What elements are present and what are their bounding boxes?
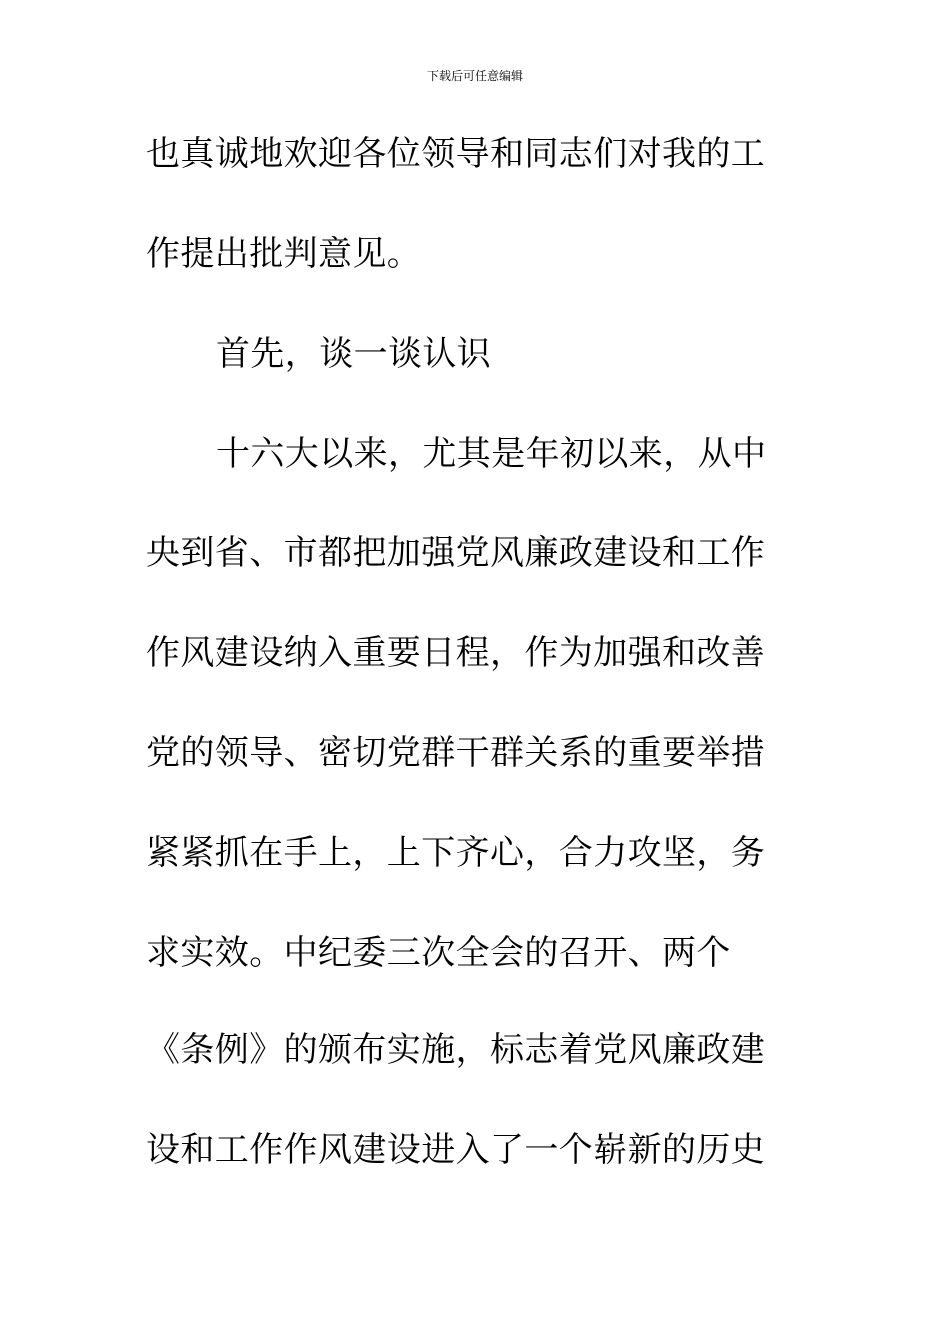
body-line-7: 党的领导、密切党群干群关系的重要举措	[146, 733, 766, 773]
page-header: 下载后可任意编辑	[426, 69, 523, 83]
body-line-6: 作风建设纳入重要日程，作为加强和改善	[146, 633, 766, 673]
body-line-3: 首先，谈一谈认识	[216, 334, 492, 374]
body-line-9: 求实效。中纪委三次全会的召开、两个	[146, 933, 731, 973]
body-line-8: 紧紧抓在手上，上下齐心，合力攻坚，务	[146, 833, 766, 873]
body-line-5: 央到省、市都把加强党风廉政建设和工作	[146, 533, 766, 573]
body-line-1: 也真诚地欢迎各位领导和同志们对我的工	[146, 134, 766, 174]
body-line-10: 《条例》的颁布实施，标志着党风廉政建	[146, 1030, 766, 1070]
body-line-11: 设和工作作风建设进入了一个崭新的历史	[146, 1130, 766, 1170]
body-line-2: 作提出批判意见。	[146, 234, 422, 274]
body-line-4: 十六大以来，尤其是年初以来，从中	[216, 434, 767, 474]
